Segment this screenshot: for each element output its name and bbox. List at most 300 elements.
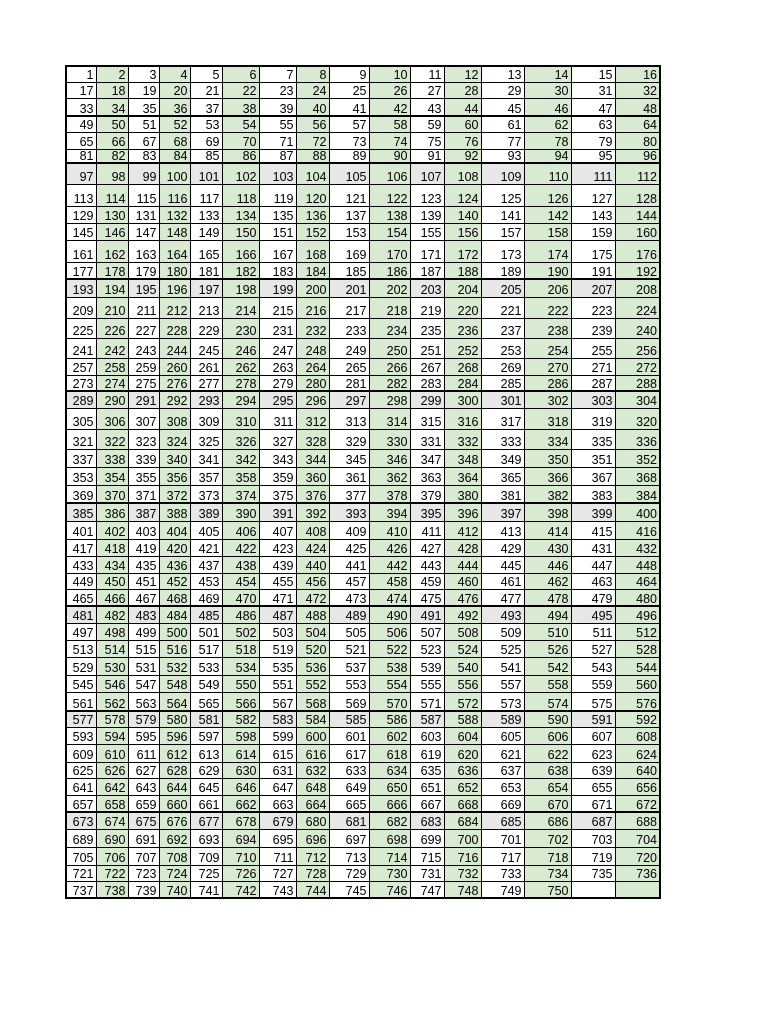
- table-cell[interactable]: 484: [159, 606, 190, 623]
- table-cell[interactable]: 186: [369, 262, 410, 279]
- table-cell[interactable]: 571: [410, 692, 444, 711]
- table-cell[interactable]: 17: [66, 82, 96, 98]
- table-cell[interactable]: 206: [524, 279, 571, 297]
- table-cell[interactable]: 300: [444, 391, 481, 408]
- table-cell[interactable]: 174: [524, 240, 571, 262]
- table-cell[interactable]: 88: [296, 149, 329, 163]
- table-cell[interactable]: 442: [369, 556, 410, 573]
- table-cell[interactable]: 470: [222, 589, 259, 606]
- table-cell[interactable]: 242: [96, 338, 128, 358]
- table-cell[interactable]: 177: [66, 262, 96, 279]
- table-cell[interactable]: 549: [190, 675, 222, 692]
- table-cell[interactable]: 332: [444, 429, 481, 449]
- table-cell[interactable]: 302: [524, 391, 571, 408]
- table-cell[interactable]: 375: [259, 485, 296, 503]
- table-cell[interactable]: 390: [222, 503, 259, 521]
- table-cell[interactable]: 366: [524, 467, 571, 485]
- table-cell[interactable]: 72: [296, 132, 329, 149]
- table-cell[interactable]: 472: [296, 589, 329, 606]
- table-cell[interactable]: 411: [410, 521, 444, 539]
- table-cell[interactable]: 520: [296, 640, 329, 657]
- table-cell[interactable]: 391: [259, 503, 296, 521]
- table-cell[interactable]: 415: [571, 521, 615, 539]
- table-cell[interactable]: 63: [571, 116, 615, 132]
- table-cell[interactable]: 573: [481, 692, 524, 711]
- table-cell[interactable]: 272: [615, 358, 660, 375]
- table-cell[interactable]: 239: [571, 318, 615, 338]
- table-cell[interactable]: 228: [159, 318, 190, 338]
- table-cell[interactable]: 385: [66, 503, 96, 521]
- table-cell[interactable]: 554: [369, 675, 410, 692]
- table-cell[interactable]: 281: [329, 375, 369, 391]
- table-cell[interactable]: 353: [66, 467, 96, 485]
- table-cell[interactable]: 1: [66, 66, 96, 82]
- table-cell[interactable]: 673: [66, 812, 96, 829]
- table-cell[interactable]: 463: [571, 573, 615, 589]
- table-cell[interactable]: 536: [296, 657, 329, 675]
- table-cell[interactable]: 629: [190, 762, 222, 778]
- table-cell[interactable]: 376: [296, 485, 329, 503]
- table-cell[interactable]: 490: [369, 606, 410, 623]
- table-cell[interactable]: 585: [329, 711, 369, 727]
- table-cell[interactable]: 381: [481, 485, 524, 503]
- table-cell[interactable]: 542: [524, 657, 571, 675]
- table-cell[interactable]: 33: [66, 98, 96, 116]
- table-cell[interactable]: 672: [615, 795, 660, 812]
- table-cell[interactable]: 309: [190, 408, 222, 429]
- table-cell[interactable]: 343: [259, 449, 296, 467]
- table-cell[interactable]: 744: [296, 881, 329, 898]
- table-cell[interactable]: 562: [96, 692, 128, 711]
- table-cell[interactable]: 373: [190, 485, 222, 503]
- table-cell[interactable]: 399: [571, 503, 615, 521]
- table-cell[interactable]: 106: [369, 163, 410, 184]
- table-cell[interactable]: 477: [481, 589, 524, 606]
- table-cell[interactable]: 346: [369, 449, 410, 467]
- table-cell[interactable]: 699: [410, 829, 444, 847]
- table-cell[interactable]: 670: [524, 795, 571, 812]
- table-cell[interactable]: 102: [222, 163, 259, 184]
- table-cell[interactable]: 350: [524, 449, 571, 467]
- table-cell[interactable]: 179: [128, 262, 159, 279]
- table-cell[interactable]: 676: [159, 812, 190, 829]
- table-cell[interactable]: 422: [222, 539, 259, 556]
- table-cell[interactable]: 86: [222, 149, 259, 163]
- table-cell[interactable]: 681: [329, 812, 369, 829]
- table-cell[interactable]: 610: [96, 744, 128, 762]
- table-cell[interactable]: 214: [222, 297, 259, 318]
- table-cell[interactable]: 406: [222, 521, 259, 539]
- table-cell[interactable]: 647: [259, 778, 296, 795]
- table-cell[interactable]: 351: [571, 449, 615, 467]
- table-cell[interactable]: 23: [259, 82, 296, 98]
- table-cell[interactable]: 387: [128, 503, 159, 521]
- table-cell[interactable]: 166: [222, 240, 259, 262]
- table-cell[interactable]: 410: [369, 521, 410, 539]
- table-cell[interactable]: 413: [481, 521, 524, 539]
- table-cell[interactable]: 291: [128, 391, 159, 408]
- table-cell[interactable]: 339: [128, 449, 159, 467]
- table-cell[interactable]: 598: [222, 727, 259, 744]
- table-cell[interactable]: 438: [222, 556, 259, 573]
- table-cell[interactable]: 42: [369, 98, 410, 116]
- table-cell[interactable]: 606: [524, 727, 571, 744]
- table-cell[interactable]: 621: [481, 744, 524, 762]
- table-cell[interactable]: 564: [159, 692, 190, 711]
- table-cell[interactable]: 538: [369, 657, 410, 675]
- table-cell[interactable]: 188: [444, 262, 481, 279]
- table-cell[interactable]: 360: [296, 467, 329, 485]
- table-cell[interactable]: 501: [190, 623, 222, 640]
- table-cell[interactable]: 147: [128, 223, 159, 240]
- table-cell[interactable]: 437: [190, 556, 222, 573]
- table-cell[interactable]: 233: [329, 318, 369, 338]
- table-cell[interactable]: 212: [159, 297, 190, 318]
- table-cell[interactable]: 18: [96, 82, 128, 98]
- table-cell[interactable]: 244: [159, 338, 190, 358]
- table-cell[interactable]: 209: [66, 297, 96, 318]
- table-cell[interactable]: 738: [96, 881, 128, 898]
- table-cell[interactable]: 475: [410, 589, 444, 606]
- table-cell[interactable]: 75: [410, 132, 444, 149]
- table-cell[interactable]: 637: [481, 762, 524, 778]
- table-cell[interactable]: 675: [128, 812, 159, 829]
- table-cell[interactable]: 223: [571, 297, 615, 318]
- table-cell[interactable]: 407: [259, 521, 296, 539]
- table-cell[interactable]: 747: [410, 881, 444, 898]
- table-cell[interactable]: 296: [296, 391, 329, 408]
- table-cell[interactable]: 254: [524, 338, 571, 358]
- table-cell[interactable]: 465: [66, 589, 96, 606]
- table-cell[interactable]: 61: [481, 116, 524, 132]
- table-cell[interactable]: 492: [444, 606, 481, 623]
- table-cell[interactable]: 267: [410, 358, 444, 375]
- table-cell[interactable]: 253: [481, 338, 524, 358]
- table-cell[interactable]: 457: [329, 573, 369, 589]
- table-cell[interactable]: 118: [222, 184, 259, 206]
- table-cell[interactable]: 161: [66, 240, 96, 262]
- table-cell[interactable]: 652: [444, 778, 481, 795]
- table-cell[interactable]: 176: [615, 240, 660, 262]
- table-cell[interactable]: 663: [259, 795, 296, 812]
- table-cell[interactable]: 515: [128, 640, 159, 657]
- table-cell[interactable]: 404: [159, 521, 190, 539]
- table-cell[interactable]: 644: [159, 778, 190, 795]
- table-cell[interactable]: 333: [481, 429, 524, 449]
- table-cell[interactable]: 577: [66, 711, 96, 727]
- table-cell[interactable]: 230: [222, 318, 259, 338]
- table-cell[interactable]: 210: [96, 297, 128, 318]
- table-cell[interactable]: 298: [369, 391, 410, 408]
- table-cell[interactable]: 548: [159, 675, 190, 692]
- table-cell[interactable]: 526: [524, 640, 571, 657]
- table-cell[interactable]: 312: [296, 408, 329, 429]
- table-cell[interactable]: 384: [615, 485, 660, 503]
- table-cell[interactable]: 219: [410, 297, 444, 318]
- table-cell[interactable]: 514: [96, 640, 128, 657]
- table-cell[interactable]: 691: [128, 829, 159, 847]
- table-cell[interactable]: 591: [571, 711, 615, 727]
- table-cell[interactable]: 187: [410, 262, 444, 279]
- table-cell[interactable]: 476: [444, 589, 481, 606]
- table-cell[interactable]: 507: [410, 623, 444, 640]
- table-cell[interactable]: 444: [444, 556, 481, 573]
- table-cell[interactable]: 97: [66, 163, 96, 184]
- table-cell[interactable]: 24: [296, 82, 329, 98]
- table-cell[interactable]: 636: [444, 762, 481, 778]
- table-cell[interactable]: 220: [444, 297, 481, 318]
- table-cell[interactable]: 421: [190, 539, 222, 556]
- table-cell[interactable]: 525: [481, 640, 524, 657]
- table-cell[interactable]: 517: [190, 640, 222, 657]
- table-cell[interactable]: 450: [96, 573, 128, 589]
- table-cell[interactable]: 80: [615, 132, 660, 149]
- table-cell[interactable]: 655: [571, 778, 615, 795]
- table-cell[interactable]: 367: [571, 467, 615, 485]
- table-cell[interactable]: 537: [329, 657, 369, 675]
- table-cell[interactable]: 316: [444, 408, 481, 429]
- table-cell[interactable]: 338: [96, 449, 128, 467]
- table-cell[interactable]: 638: [524, 762, 571, 778]
- table-cell[interactable]: 595: [128, 727, 159, 744]
- table-cell[interactable]: 464: [615, 573, 660, 589]
- table-cell[interactable]: 283: [410, 375, 444, 391]
- table-cell[interactable]: 110: [524, 163, 571, 184]
- table-cell[interactable]: 531: [128, 657, 159, 675]
- table-cell[interactable]: 308: [159, 408, 190, 429]
- table-cell[interactable]: 134: [222, 206, 259, 223]
- table-cell[interactable]: 218: [369, 297, 410, 318]
- table-cell[interactable]: 34: [96, 98, 128, 116]
- table-cell[interactable]: 605: [481, 727, 524, 744]
- table-cell[interactable]: 609: [66, 744, 96, 762]
- table-cell[interactable]: 643: [128, 778, 159, 795]
- table-cell[interactable]: 669: [481, 795, 524, 812]
- table-cell[interactable]: 580: [159, 711, 190, 727]
- table-cell[interactable]: 626: [96, 762, 128, 778]
- table-cell[interactable]: 654: [524, 778, 571, 795]
- table-cell[interactable]: 565: [190, 692, 222, 711]
- table-cell[interactable]: 635: [410, 762, 444, 778]
- table-cell[interactable]: 740: [159, 881, 190, 898]
- table-cell[interactable]: 702: [524, 829, 571, 847]
- table-cell[interactable]: 249: [329, 338, 369, 358]
- table-cell[interactable]: 203: [410, 279, 444, 297]
- table-cell[interactable]: 447: [571, 556, 615, 573]
- table-cell[interactable]: 109: [481, 163, 524, 184]
- table-cell[interactable]: 90: [369, 149, 410, 163]
- table-cell[interactable]: 543: [571, 657, 615, 675]
- table-cell[interactable]: 380: [444, 485, 481, 503]
- table-cell[interactable]: 189: [481, 262, 524, 279]
- table-cell[interactable]: 68: [159, 132, 190, 149]
- table-cell[interactable]: 685: [481, 812, 524, 829]
- table-cell[interactable]: 155: [410, 223, 444, 240]
- table-cell[interactable]: 701: [481, 829, 524, 847]
- table-cell[interactable]: 295: [259, 391, 296, 408]
- table-cell[interactable]: 39: [259, 98, 296, 116]
- table-cell[interactable]: 344: [296, 449, 329, 467]
- table-cell[interactable]: 511: [571, 623, 615, 640]
- table-cell[interactable]: 292: [159, 391, 190, 408]
- table-cell[interactable]: 634: [369, 762, 410, 778]
- table-cell[interactable]: 226: [96, 318, 128, 338]
- table-cell[interactable]: 229: [190, 318, 222, 338]
- table-cell[interactable]: 551: [259, 675, 296, 692]
- table-cell[interactable]: 211: [128, 297, 159, 318]
- table-cell[interactable]: 558: [524, 675, 571, 692]
- table-cell[interactable]: 318: [524, 408, 571, 429]
- table-cell[interactable]: 175: [571, 240, 615, 262]
- table-cell[interactable]: 372: [159, 485, 190, 503]
- table-cell[interactable]: 506: [369, 623, 410, 640]
- table-cell[interactable]: 81: [66, 149, 96, 163]
- table-cell[interactable]: 374: [222, 485, 259, 503]
- table-cell[interactable]: 630: [222, 762, 259, 778]
- table-cell[interactable]: 688: [615, 812, 660, 829]
- table-cell[interactable]: 680: [296, 812, 329, 829]
- table-cell[interactable]: 607: [571, 727, 615, 744]
- table-cell[interactable]: 60: [444, 116, 481, 132]
- table-cell[interactable]: 133: [190, 206, 222, 223]
- table-cell[interactable]: 731: [410, 865, 444, 881]
- table-cell[interactable]: 280: [296, 375, 329, 391]
- table-cell[interactable]: 496: [615, 606, 660, 623]
- table-cell[interactable]: 729: [329, 865, 369, 881]
- table-cell[interactable]: 658: [96, 795, 128, 812]
- table-cell[interactable]: 62: [524, 116, 571, 132]
- table-cell[interactable]: 730: [369, 865, 410, 881]
- table-cell[interactable]: 443: [410, 556, 444, 573]
- table-cell[interactable]: 723: [128, 865, 159, 881]
- table-cell[interactable]: 89: [329, 149, 369, 163]
- table-cell[interactable]: 234: [369, 318, 410, 338]
- table-cell[interactable]: 305: [66, 408, 96, 429]
- table-cell[interactable]: 461: [481, 573, 524, 589]
- table-cell[interactable]: 204: [444, 279, 481, 297]
- table-cell[interactable]: 641: [66, 778, 96, 795]
- table-cell[interactable]: 259: [128, 358, 159, 375]
- table-cell[interactable]: 54: [222, 116, 259, 132]
- table-cell[interactable]: 74: [369, 132, 410, 149]
- table-cell[interactable]: 521: [329, 640, 369, 657]
- table-cell[interactable]: 642: [96, 778, 128, 795]
- table-cell[interactable]: 306: [96, 408, 128, 429]
- table-cell[interactable]: 45: [481, 98, 524, 116]
- table-cell[interactable]: 594: [96, 727, 128, 744]
- table-cell[interactable]: 687: [571, 812, 615, 829]
- table-cell[interactable]: 173: [481, 240, 524, 262]
- table-cell[interactable]: 113: [66, 184, 96, 206]
- table-cell[interactable]: 152: [296, 223, 329, 240]
- table-cell[interactable]: 315: [410, 408, 444, 429]
- table-cell[interactable]: 403: [128, 521, 159, 539]
- table-cell[interactable]: 348: [444, 449, 481, 467]
- table-cell[interactable]: 246: [222, 338, 259, 358]
- table-cell[interactable]: 436: [159, 556, 190, 573]
- table-cell[interactable]: 217: [329, 297, 369, 318]
- table-cell[interactable]: 32: [615, 82, 660, 98]
- table-cell[interactable]: 489: [329, 606, 369, 623]
- table-cell[interactable]: 144: [615, 206, 660, 223]
- table-cell[interactable]: 248: [296, 338, 329, 358]
- table-cell[interactable]: 480: [615, 589, 660, 606]
- table-cell[interactable]: 94: [524, 149, 571, 163]
- table-cell[interactable]: 666: [369, 795, 410, 812]
- table-cell[interactable]: 704: [615, 829, 660, 847]
- table-cell[interactable]: 732: [444, 865, 481, 881]
- table-cell[interactable]: 703: [571, 829, 615, 847]
- table-cell[interactable]: 128: [615, 184, 660, 206]
- table-cell[interactable]: 700: [444, 829, 481, 847]
- table-cell[interactable]: 659: [128, 795, 159, 812]
- table-cell[interactable]: 335: [571, 429, 615, 449]
- table-cell[interactable]: 79: [571, 132, 615, 149]
- table-cell[interactable]: 455: [259, 573, 296, 589]
- table-cell[interactable]: 742: [222, 881, 259, 898]
- table-cell[interactable]: 290: [96, 391, 128, 408]
- table-cell[interactable]: [615, 881, 660, 898]
- table-cell[interactable]: 20: [159, 82, 190, 98]
- table-cell[interactable]: 162: [96, 240, 128, 262]
- table-cell[interactable]: 625: [66, 762, 96, 778]
- table-cell[interactable]: 245: [190, 338, 222, 358]
- table-cell[interactable]: 645: [190, 778, 222, 795]
- table-cell[interactable]: 193: [66, 279, 96, 297]
- table-cell[interactable]: 568: [296, 692, 329, 711]
- table-cell[interactable]: 690: [96, 829, 128, 847]
- table-cell[interactable]: 317: [481, 408, 524, 429]
- table-cell[interactable]: 396: [444, 503, 481, 521]
- table-cell[interactable]: 683: [410, 812, 444, 829]
- table-cell[interactable]: 4: [159, 66, 190, 82]
- table-cell[interactable]: 414: [524, 521, 571, 539]
- table-cell[interactable]: 557: [481, 675, 524, 692]
- table-cell[interactable]: 136: [296, 206, 329, 223]
- table-cell[interactable]: 582: [222, 711, 259, 727]
- table-cell[interactable]: 82: [96, 149, 128, 163]
- table-cell[interactable]: 651: [410, 778, 444, 795]
- table-cell[interactable]: 733: [481, 865, 524, 881]
- table-cell[interactable]: 225: [66, 318, 96, 338]
- table-cell[interactable]: 149: [190, 223, 222, 240]
- table-cell[interactable]: 357: [190, 467, 222, 485]
- table-cell[interactable]: 172: [444, 240, 481, 262]
- table-cell[interactable]: 677: [190, 812, 222, 829]
- table-cell[interactable]: 717: [481, 847, 524, 865]
- table-cell[interactable]: 201: [329, 279, 369, 297]
- table-cell[interactable]: 37: [190, 98, 222, 116]
- table-cell[interactable]: 277: [190, 375, 222, 391]
- table-cell[interactable]: 359: [259, 467, 296, 485]
- table-cell[interactable]: 164: [159, 240, 190, 262]
- table-cell[interactable]: 221: [481, 297, 524, 318]
- table-cell[interactable]: 456: [296, 573, 329, 589]
- table-cell[interactable]: 123: [410, 184, 444, 206]
- table-cell[interactable]: 601: [329, 727, 369, 744]
- table-cell[interactable]: 448: [615, 556, 660, 573]
- table-cell[interactable]: 92: [444, 149, 481, 163]
- table-cell[interactable]: 419: [128, 539, 159, 556]
- table-cell[interactable]: 107: [410, 163, 444, 184]
- table-cell[interactable]: 420: [159, 539, 190, 556]
- table-cell[interactable]: 493: [481, 606, 524, 623]
- table-cell[interactable]: 84: [159, 149, 190, 163]
- table-cell[interactable]: 711: [259, 847, 296, 865]
- table-cell[interactable]: 171: [410, 240, 444, 262]
- table-cell[interactable]: 183: [259, 262, 296, 279]
- table-cell[interactable]: 370: [96, 485, 128, 503]
